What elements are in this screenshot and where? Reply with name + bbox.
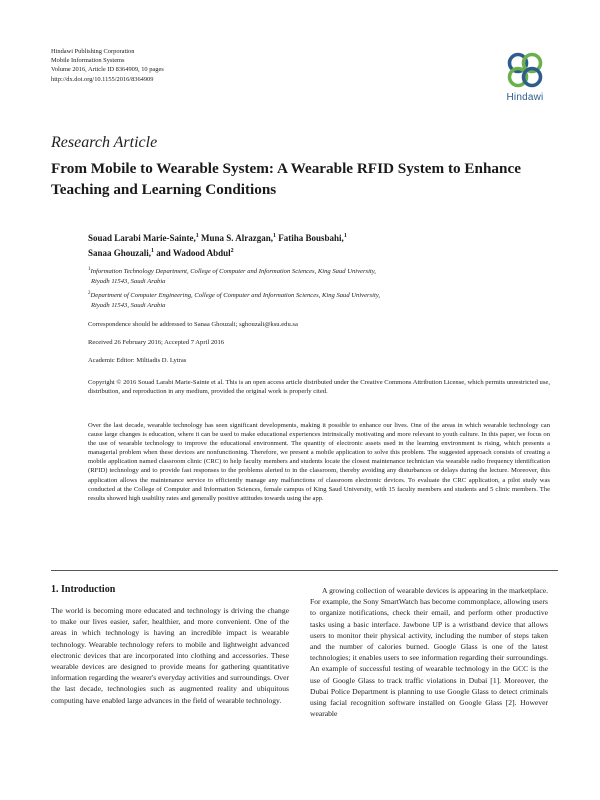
author-affil-mark: 1 (195, 233, 199, 239)
author-name: Fatiha Bousbahi, (278, 233, 344, 243)
author-list (88, 230, 558, 260)
affiliation-line: Riyadh 11543, Saudi Arabia (91, 277, 166, 285)
abstract: Over the last decade, wearable technology has seen significant developments, making it possible to enhance our lives. One of the areas in which wearable technology can cause large changes is education, where it can be used to make educational experiences intrinsically motivating and more relevant to youth culture. In this paper, we focus on the use of wearable technology to improve the educational environment. The quantity of electronic assets used in the learning environment is rising, which presents a managerial problem when these devices are nonfunctioning. Therefore, we present a mobile application to solve this problem. The suggested approach consists of creating a mobile application named classroom clinic (CRC) to help faculty members and students locate the closest maintenance technician via wearable radio frequency identification (RFID) technology and to provide fast responses to the problems alerted to in the classroom, thereby avoiding any disturbances or delays during the lecture. Moreover, this application allows the maintenance service to efficiently manage any malfunctions of classroom electronic devices. To evaluate the CRC application, a pilot study was conducted at the College of Computer and Information Sciences, female campus of King Saud University, with 15 faculty members and students and 5 clinic members. The results showed high usability rates and generally positive attitudes towards using the app. (88, 422, 550, 502)
affiliation-line: Riyadh 11543, Saudi Arabia (91, 301, 166, 309)
publisher-name: Hindawi Publishing Corporation (51, 48, 135, 55)
affiliation-line: Department of Computer Engineering, College of Computer and Information Sciences, King Saud University, (90, 292, 381, 300)
section-heading: 1. Introduction (51, 584, 116, 595)
hindawi-logo-icon (502, 50, 548, 90)
correspondence: Correspondence should be addressed to Sanaa Ghouzali; sghouzali@ksu.edu.sa (88, 321, 298, 328)
author-name: Muna S. Alrazgan, (201, 233, 274, 243)
academic-editor: Academic Editor: Miltiadis D. Lytras (88, 357, 187, 364)
author-affil-mark: 1 (273, 233, 277, 239)
author-name: Souad Larabi Marie-Sainte, (88, 233, 196, 243)
affiliation-mark: 2 (88, 291, 91, 296)
author-name: and Wadood Abdul (156, 248, 231, 258)
paragraph: The world is becoming more educated and technology is driving the change to make our lives easier, safer, healthier, and more convenient. One of the areas in which technology is having an incredible impact is wearable technology. Wearable technology refers to mobile and lightweight advanced electronic devices that are incorporated into clothing and accessories. These wearable devices are designed to provide means for gathering quantitative information regarding the wearer's everyday activities and surroundings. Over the last decade, technologies such as augmented reality and ubiquitous computing have enabled large advances in the field of wearable technology. (51, 606, 289, 705)
logo-wordmark: Hindawi (506, 92, 544, 103)
hindawi-logo (495, 50, 555, 106)
author-affil-mark: 1 (151, 248, 155, 254)
publication-info (51, 47, 164, 84)
affiliation-line: Information Technology Department, College of Computer and Information Sciences, King Saud University, (90, 268, 376, 276)
right-column (310, 585, 548, 719)
author-affil-mark: 2 (230, 248, 234, 254)
affiliation (88, 265, 558, 287)
paper-title: From Mobile to Wearable System: A Wearable RFID System to Enhance Teaching and Learning Conditions (51, 160, 521, 198)
paragraph: A growing collection of wearable devices is appearing in the marketplace. For example, the Sony SmartWatch has become commonplace, allowing users to organize notifications, check their email, and perform other productive tasks using a basic interface. Jawbone UP is a wristband device that allows users to monitor their physical activity, including the number of steps taken and the number of calories burned. Google Glass is one of the latest technologies; it enables users to see information regarding their surroundings. An example of successful testing of wearable technology in the GCC is the use of Google Glass to track traffic violations in Dubai [1]. Moreover, the Dubai Police Department is planning to use Google Glass to detect criminals using facial recognition software installed on Google Glass [2]. However wearable (310, 586, 548, 719)
received-dates: Received 26 February 2016; Accepted 7 April 2016 (88, 339, 225, 346)
author-name: Sanaa Ghouzali, (88, 248, 152, 258)
section-divider (51, 570, 558, 571)
left-column (51, 583, 289, 706)
affiliation (88, 289, 558, 311)
author-affil-mark: 1 (343, 233, 347, 239)
copyright-notice: Copyright © 2016 Souad Larabi Marie-Sainte et al. This is an open access article distributed under the Creative Commons Attribution License, which permits unrestricted use, distribution, and reproduction in any medium, provided the original work is properly cited. (88, 379, 550, 396)
affiliation-mark: 1 (88, 267, 91, 272)
journal-name: Mobile Information Systems (51, 57, 125, 65)
article-type: Research Article (51, 134, 158, 151)
doi-link[interactable]: http://dx.doi.org/10.1155/2016/8364909 (51, 75, 154, 83)
volume-info: Volume 2016, Article ID 8364909, 10 pages (51, 66, 164, 74)
